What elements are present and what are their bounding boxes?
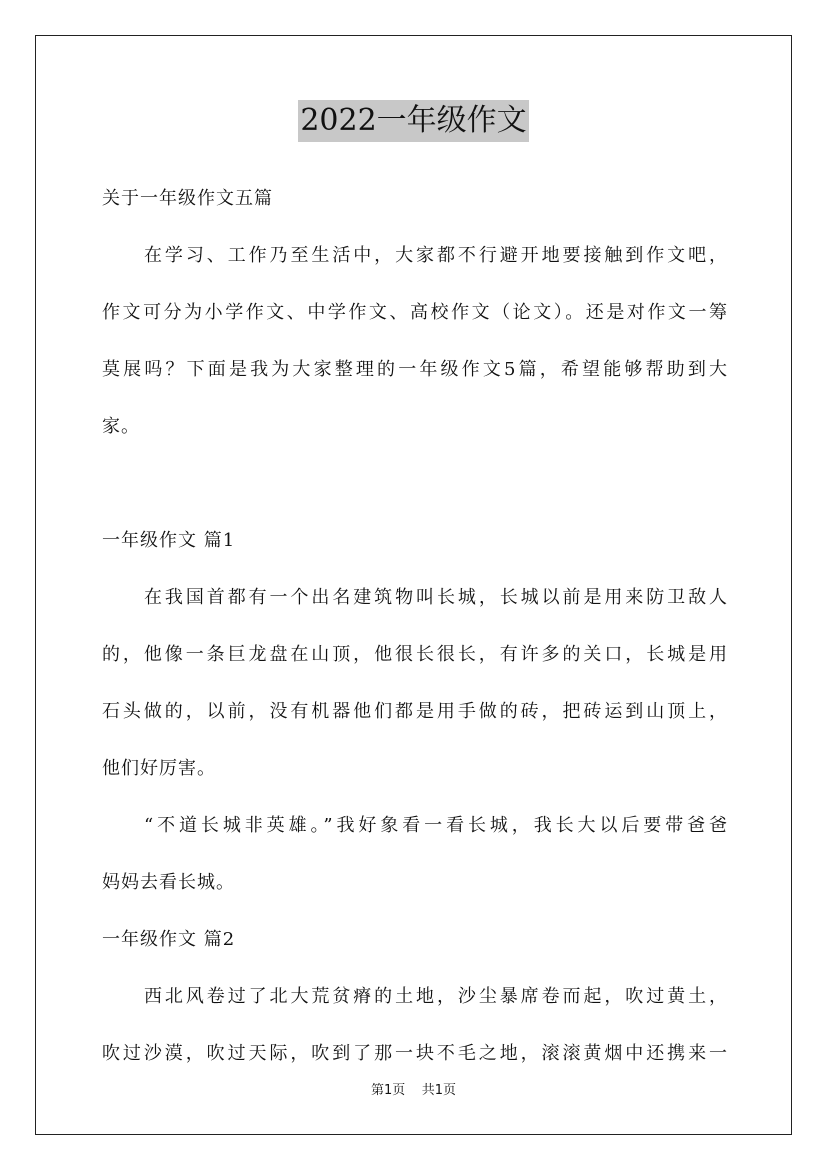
text-line: 家。 bbox=[102, 416, 140, 437]
document-title: 2022一年级作文 bbox=[298, 100, 528, 142]
text-line: 西北风卷过了北大荒贫瘠的土地，沙尘暴席卷而起，吹过黄土， bbox=[144, 986, 728, 1007]
text-line: 石头做的，以前，没有机器他们都是用手做的砖，把砖运到山顶上， bbox=[102, 701, 728, 722]
text-line: 妈妈去看长城。 bbox=[102, 872, 235, 893]
text-line: 在我国首都有一个出名建筑物叫长城，长城以前是用来防卫敌人 bbox=[144, 587, 728, 608]
text-line: 一年级作文 篇2 bbox=[102, 929, 236, 950]
text-line: 关于一年级作文五篇 bbox=[102, 188, 273, 209]
title-container bbox=[0, 100, 827, 142]
text-line: 在学习、工作乃至生活中，大家都不行避开地要接触到作文吧， bbox=[144, 245, 728, 266]
text-line: 的，他像一条巨龙盘在山顶，他很长很长，有许多的关口，长城是用 bbox=[102, 644, 728, 665]
page-footer bbox=[0, 1081, 827, 1101]
text-line: 他们好厉害。 bbox=[102, 758, 216, 779]
page-number: 第1页 bbox=[370, 1083, 406, 1098]
document-body bbox=[102, 170, 728, 1082]
text-line: 莫展吗？下面是我为大家整理的一年级作文5篇，希望能够帮助到大 bbox=[102, 359, 728, 380]
text-line: 作文可分为小学作文、中学作文、高校作文（论文）。还是对作文一筹 bbox=[102, 302, 728, 323]
text-line: 一年级作文 篇1 bbox=[102, 530, 236, 551]
text-line: “不道长城非英雄。”我好象看一看长城，我长大以后要带爸爸 bbox=[144, 815, 728, 836]
page-total: 共1页 bbox=[421, 1083, 457, 1098]
text-line: 吹过沙漠，吹过天际，吹到了那一块不毛之地，滚滚黄烟中还携来一 bbox=[102, 1043, 728, 1064]
blank-line bbox=[102, 455, 728, 512]
